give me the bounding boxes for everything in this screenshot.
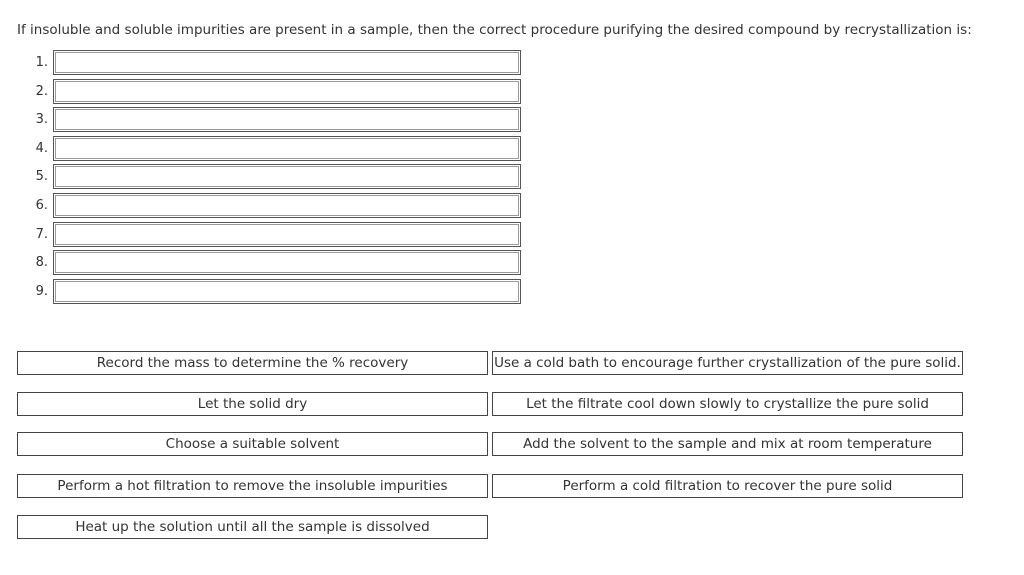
- answer-drop-slot[interactable]: [53, 79, 521, 104]
- option-hot-filtration[interactable]: Perform a hot filtration to remove the insoluble impurities: [17, 474, 488, 498]
- answer-slot-row: [20, 135, 521, 162]
- answer-drop-slot[interactable]: [53, 222, 521, 247]
- slot-number: 6.: [35, 198, 48, 213]
- option-cool-filtrate[interactable]: Let the filtrate cool down slowly to crystallize the pure solid: [492, 392, 963, 416]
- answer-slot-row: [20, 163, 521, 190]
- answer-drop-slot[interactable]: [53, 107, 521, 132]
- answer-drop-slot[interactable]: [53, 279, 521, 304]
- slot-number: 8.: [35, 255, 48, 270]
- answer-slot-row: [20, 106, 521, 133]
- slot-number: 1.: [35, 55, 48, 70]
- slot-number: 9.: [35, 284, 48, 299]
- option-cold-filtration[interactable]: Perform a cold filtration to recover the pure solid: [492, 474, 963, 498]
- option-record-mass[interactable]: Record the mass to determine the % recovery: [17, 351, 488, 375]
- option-add-solvent[interactable]: Add the solvent to the sample and mix at room temperature: [492, 432, 963, 456]
- slot-number: 4.: [35, 141, 48, 156]
- answer-drop-slot[interactable]: [53, 193, 521, 218]
- answer-slot-row: [20, 192, 521, 219]
- slot-number: 7.: [35, 227, 48, 242]
- option-let-solid-dry[interactable]: Let the solid dry: [17, 392, 488, 416]
- slot-number: 5.: [35, 169, 48, 184]
- answer-slot-row: [20, 278, 521, 305]
- answer-drop-slot[interactable]: [53, 50, 521, 75]
- option-cold-bath[interactable]: Use a cold bath to encourage further crystallization of the pure solid.: [492, 351, 963, 375]
- answer-slot-row: [20, 249, 521, 276]
- answer-slot-row: [20, 78, 521, 105]
- question-text: If insoluble and soluble impurities are present in a sample, then the correct procedure purifying the desired compound by recrystallization is:: [17, 22, 972, 38]
- option-choose-solvent[interactable]: Choose a suitable solvent: [17, 432, 488, 456]
- slot-number: 3.: [35, 112, 48, 127]
- answer-slot-row: [20, 49, 521, 76]
- option-heat-solution[interactable]: Heat up the solution until all the sample is dissolved: [17, 515, 488, 539]
- answer-drop-slot[interactable]: [53, 164, 521, 189]
- answer-slot-row: [20, 221, 521, 248]
- answer-drop-slot[interactable]: [53, 136, 521, 161]
- answer-drop-slot[interactable]: [53, 250, 521, 275]
- slot-number: 2.: [35, 84, 48, 99]
